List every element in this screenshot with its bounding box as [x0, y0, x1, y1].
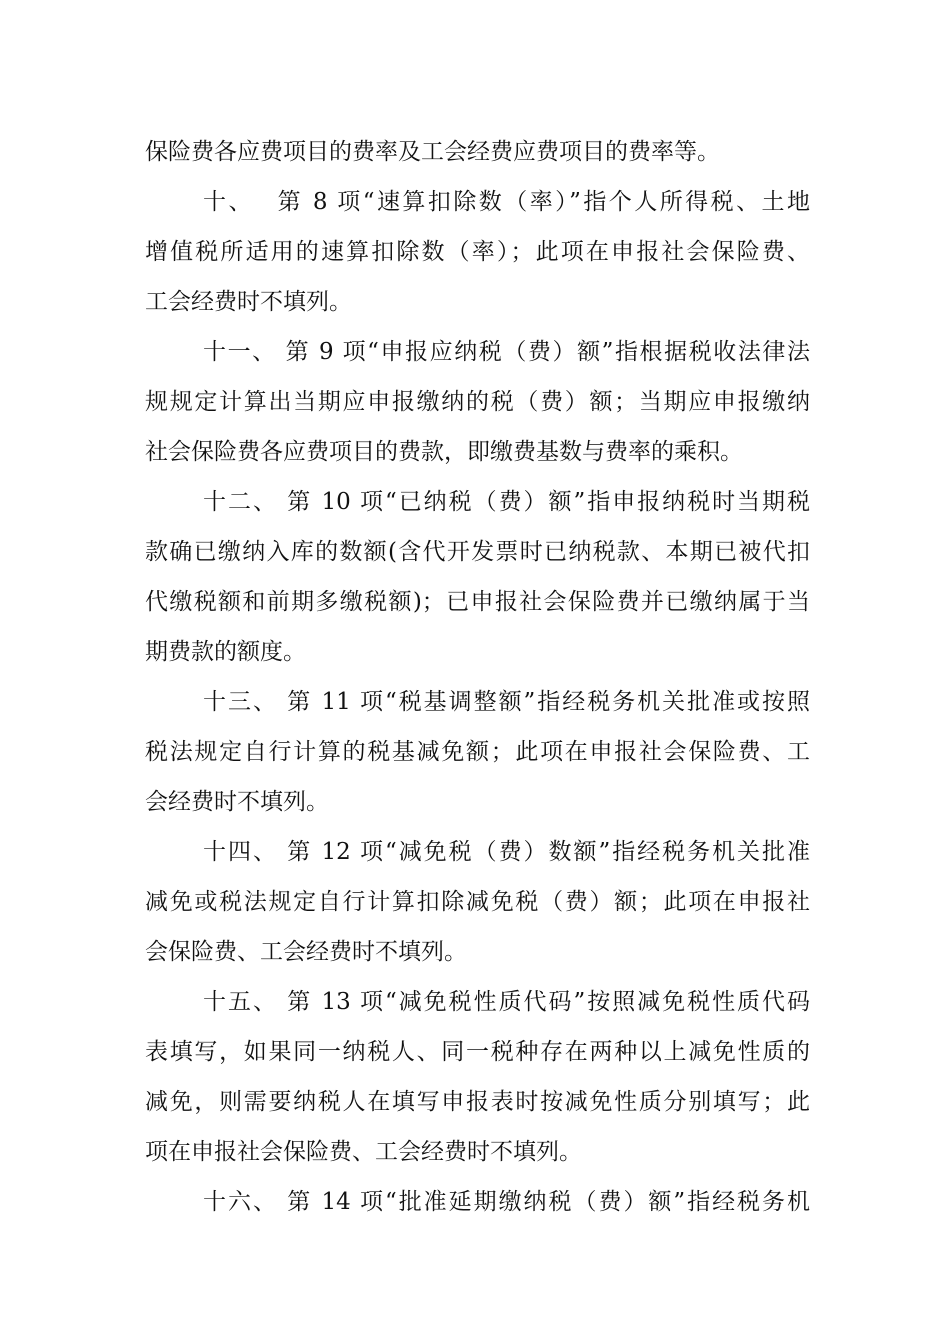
text-line: 期费款的额度。 [145, 639, 306, 665]
text-line: 减免或税法规定自行计算扣除减免税（费）额；此项在申报社 [145, 889, 810, 915]
text-line: 税法规定自行计算的税基减免额；此项在申报社会保险费、工 [145, 739, 810, 765]
text-line: 表填写，如果同一纳税人、同一税种存在两种以上减免性质的 [145, 1039, 810, 1065]
text-line: 十二、 第 10 项“已纳税（费）额”指申报纳税时当期税 [203, 489, 810, 515]
text-line: 款确已缴纳入库的数额(含代开发票时已纳税款、本期已被代扣 [145, 539, 810, 565]
text-line: 社会保险费各应费项目的费款，即缴费基数与费率的乘积。 [145, 439, 743, 465]
text-line: 代缴税额和前期多缴税额)；已申报社会保险费并已缴纳属于当 [145, 589, 810, 615]
text-line: 工会经费时不填列。 [145, 289, 352, 315]
text-line: 规规定计算出当期应申报缴纳的税（费）额；当期应申报缴纳 [145, 389, 810, 415]
text-line: 十三、 第 11 项“税基调整额”指经税务机关批准或按照 [203, 689, 810, 715]
text-line: 十、 第 8 项“速算扣除数（率）”指个人所得税、土地 [203, 189, 810, 215]
text-line: 会经费时不填列。 [145, 789, 329, 815]
text-line: 十五、 第 13 项“减免税性质代码”按照减免税性质代码 [203, 989, 810, 1015]
text-line: 增值税所适用的速算扣除数（率）；此项在申报社会保险费、 [145, 239, 810, 265]
text-line: 十六、 第 14 项“批准延期缴纳税（费）额”指经税务机 [203, 1189, 810, 1215]
text-line: 项在申报社会保险费、工会经费时不填列。 [145, 1139, 582, 1165]
text-line: 保险费各应费项目的费率及工会经费应费项目的费率等。 [145, 139, 720, 165]
text-line: 十一、 第 9 项“申报应纳税（费）额”指根据税收法律法 [203, 339, 810, 365]
text-line: 减免，则需要纳税人在填写申报表时按减免性质分别填写；此 [145, 1089, 810, 1115]
text-line: 会保险费、工会经费时不填列。 [145, 939, 467, 965]
text-line: 十四、 第 12 项“减免税（费）数额”指经税务机关批准 [203, 839, 810, 865]
